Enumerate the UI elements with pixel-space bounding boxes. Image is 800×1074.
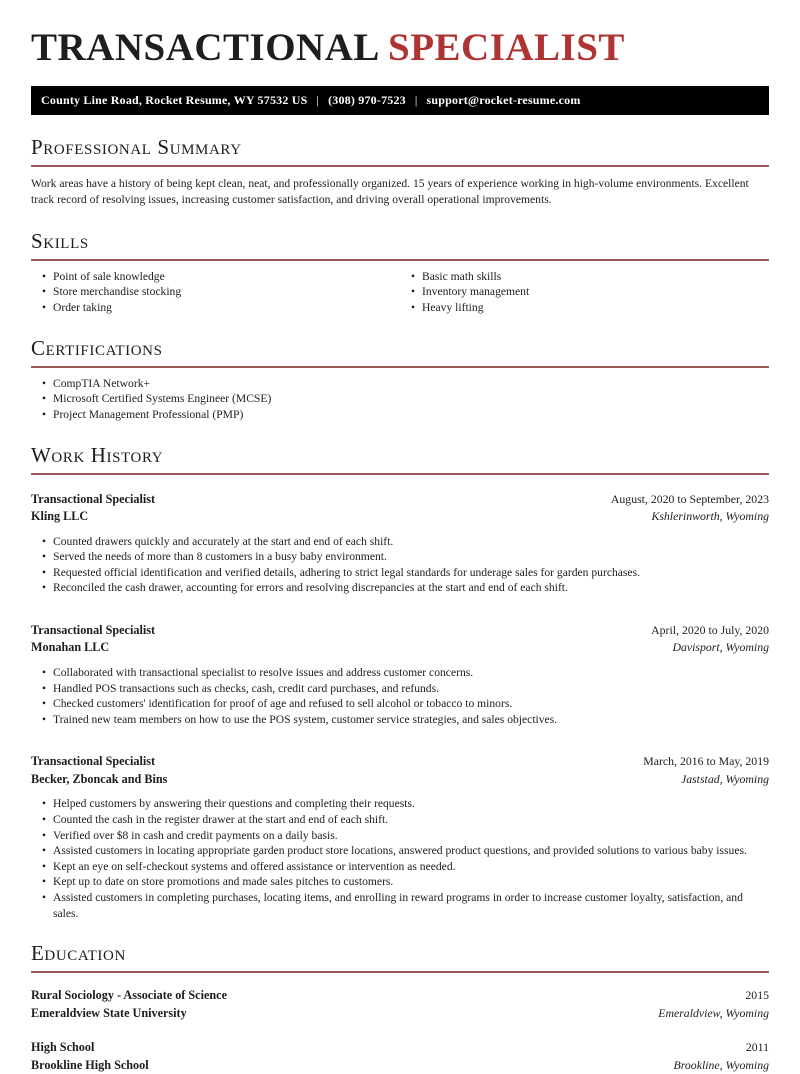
section-rule [31,971,769,973]
job-bullet: • Kept an eye on self-checkout systems and offered assistance or intervention as needed. [31,859,769,875]
contact-separator: | [316,92,320,107]
job-bullet: • Handled POS transactions such as checks, cash, credit card purchases, and refunds. [31,681,769,697]
title-primary: TRANSACTIONAL [31,26,378,69]
work-history-heading: Work History [31,442,164,467]
job-entry [31,491,769,596]
contact-email: support@rocket-resume.com [426,92,581,107]
job-bullet: • Helped customers by answering their questions and completing their requests. [31,796,769,812]
job-location: Davisport, Wyoming [672,640,769,655]
job-company: Kling LLC [31,509,89,524]
section-certifications [31,337,769,423]
skill-item: • Basic math skills [400,269,769,285]
job-company: Monahan LLC [31,640,110,655]
job-location: Kshlerinworth, Wyoming [651,509,769,524]
job-title: Transactional Specialist [31,491,156,506]
skill-item: • Heavy lifting [400,300,769,316]
job-bullet: • Checked customers' identification for proof of age and refused to sell alcohol or tobacco to minors. [31,696,769,712]
education-degree: Rural Sociology - Associate of Science [31,988,227,1003]
job-dates: April, 2020 to July, 2020 [651,622,769,637]
section-work-history [31,444,769,922]
skills-column-left [31,269,400,316]
education-location: Emeraldview, Wyoming [658,1005,769,1020]
certification-item: • Project Management Professional (PMP) [31,407,769,423]
section-skills [31,230,769,316]
job-bullet: • Served the needs of more than 8 customers in a busy baby environment. [31,549,769,565]
contact-separator: | [414,92,418,107]
education-degree: High School [31,1040,95,1055]
education-year: 2015 [745,988,769,1003]
contact-phone: (308) 970-7523 [328,92,406,107]
summary-heading: Professional Summary [31,134,242,159]
job-bullet: • Trained new team members on how to use the POS system, customer service strategies, and sales objectives. [31,712,769,728]
job-bullet: • Assisted customers in locating appropriate garden product store locations, answered product questions, and provided solutions to various baby issues. [31,843,769,859]
title-accent: SPECIALIST [388,26,625,69]
contact-bar [31,86,769,115]
job-bullet: • Assisted customers in completing purchases, locating items, and enrolling in reward programs in order to increase customer loyalty, satisfaction, and sales. [31,890,769,921]
job-location: Jaststad, Wyoming [680,771,769,786]
job-entry [31,622,769,727]
skill-item: • Order taking [31,300,400,316]
job-bullet-list [31,665,769,727]
skills-heading: Skills [31,228,89,253]
education-entry [31,987,769,1022]
education-heading: Education [31,941,126,966]
job-company: Becker, Zboncak and Bins [31,771,168,786]
certifications-list [31,376,769,423]
skill-item: • Inventory management [400,284,769,300]
job-bullet: • Counted the cash in the register drawer at the start and end of each shift. [31,812,769,828]
section-education [31,942,769,1074]
page-title [31,26,769,70]
contact-address: County Line Road, Rocket Resume, WY 57532 US [41,92,308,107]
job-bullet-list [31,796,769,921]
job-bullet: • Collaborated with transactional specialist to resolve issues and address customer concerns. [31,665,769,681]
education-location: Brookline, Wyoming [673,1057,769,1072]
job-entry [31,753,769,921]
skill-item: • Point of sale knowledge [31,269,400,285]
job-bullet: • Counted drawers quickly and accurately at the start and end of each shift. [31,534,769,550]
job-bullet-list [31,534,769,596]
education-year: 2011 [745,1040,769,1055]
certification-item: • Microsoft Certified Systems Engineer (MCSE) [31,391,769,407]
skill-item: • Store merchandise stocking [31,284,400,300]
certifications-heading: Certifications [31,335,163,360]
job-title: Transactional Specialist [31,622,156,637]
job-bullet: • Verified over $8 in cash and credit payments on a daily basis. [31,828,769,844]
job-title: Transactional Specialist [31,754,156,769]
section-rule [31,366,769,368]
education-entry [31,1039,769,1074]
education-school: Brookline High School [31,1057,149,1072]
skills-column-right [400,269,769,316]
job-bullet: • Requested official identification and verified details, adhering to strict legal standards for underage sales for garden purchases. [31,565,769,581]
section-professional-summary [31,136,769,209]
summary-text: Work areas have a history of being kept clean, neat, and professionally organized. 15 years of experience working in high-volume environments. Excellent track record of resolving issues, increasing customer satisfaction, and driving overall operational improvements. [31,176,749,207]
certification-item: • CompTIA Network+ [31,376,769,392]
job-dates: March, 2016 to May, 2019 [643,754,769,769]
job-bullet: • Reconciled the cash drawer, accounting for errors and resolving discrepancies at the start and end of each shift. [31,580,769,596]
job-dates: August, 2020 to September, 2023 [610,491,769,506]
education-school: Emeraldview State University [31,1005,187,1020]
job-bullet: • Kept up to date on store promotions and made sales pitches to customers. [31,874,769,890]
section-rule [31,473,769,475]
section-rule [31,165,769,167]
